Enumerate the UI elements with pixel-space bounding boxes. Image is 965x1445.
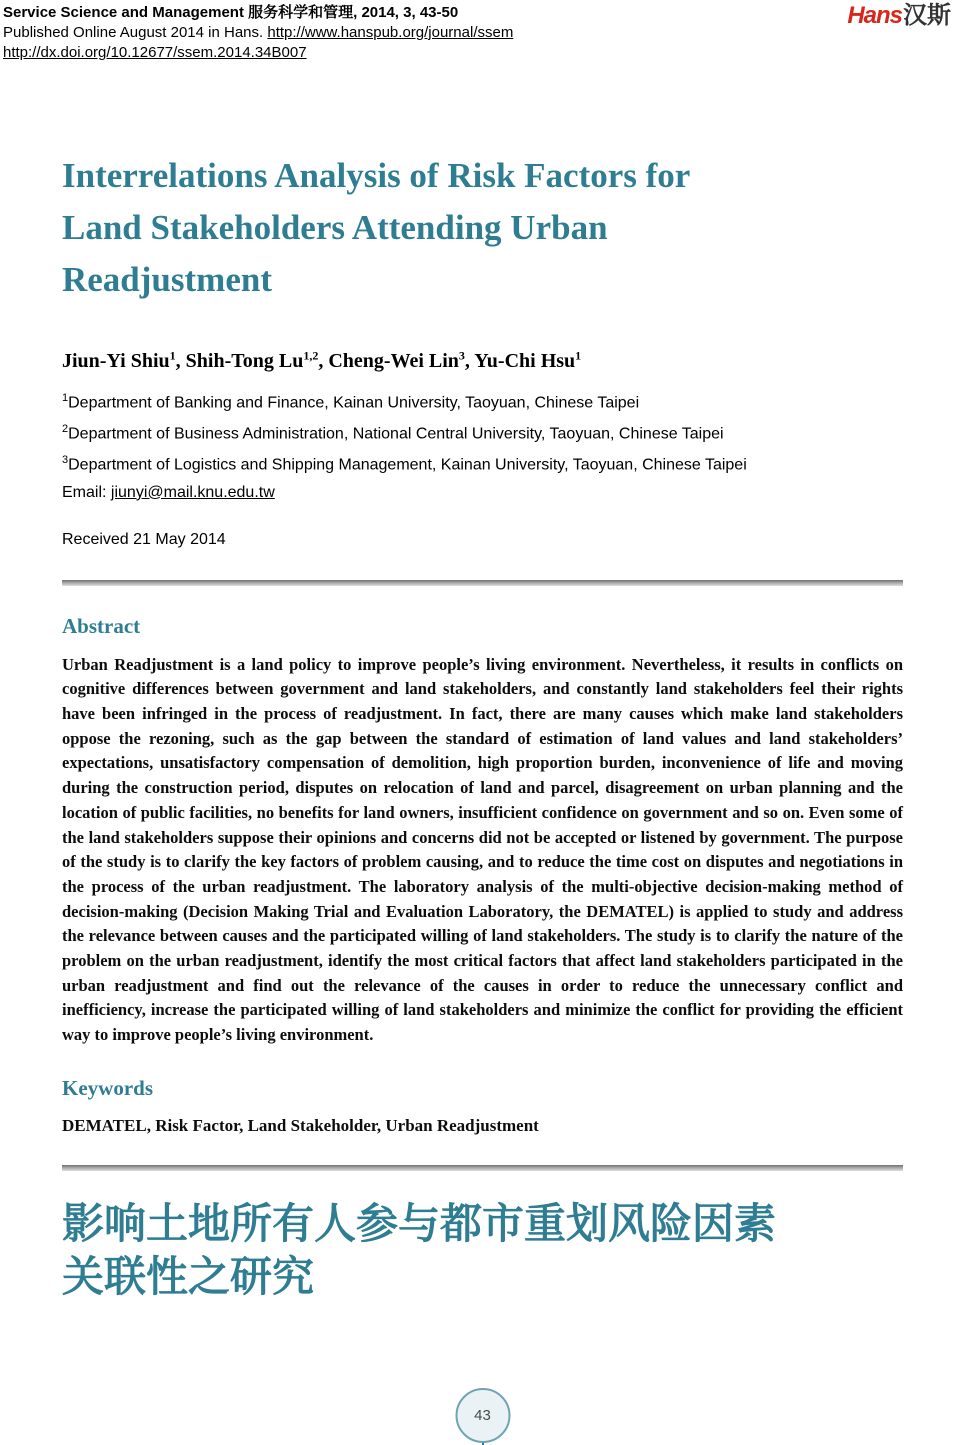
divider-rule-top — [62, 580, 903, 586]
author-4 — [474, 350, 581, 372]
author-3 — [328, 350, 474, 372]
hans-logo-latin: Hans — [847, 2, 902, 29]
author-sup: 1 — [169, 348, 176, 362]
chinese-title-line-1: 影响土地所有人参与都市重划风险因素 — [62, 1199, 777, 1247]
author-sep: , — [175, 349, 186, 372]
doi-link[interactable]: http://dx.doi.org/10.12677/ssem.2014.34B007 — [3, 44, 307, 61]
affiliation-text: Department of Business Administration, National Central University, Taoyuan, Chinese Taipei — [68, 425, 724, 443]
chinese-title-line-2: 关联性之研究 — [62, 1252, 315, 1300]
doi-line — [3, 43, 965, 63]
email-line — [62, 479, 903, 506]
affiliations — [62, 385, 903, 506]
authors-line — [62, 342, 903, 374]
article-title — [62, 150, 903, 306]
page-number-badge — [455, 1388, 510, 1443]
journal-header — [0, 0, 965, 63]
abstract-heading: Abstract — [62, 613, 141, 638]
email-link[interactable]: jiunyi@mail.knu.edu.tw — [110, 483, 275, 501]
affiliation-sup: 1 — [62, 391, 69, 404]
title-line-2: Land Stakeholders Attending Urban — [62, 208, 608, 247]
page-number: 43 — [474, 1407, 491, 1424]
author-sep: , — [464, 349, 475, 372]
author-name: Shih-Tong Lu — [185, 349, 304, 372]
affiliation-1 — [62, 385, 903, 416]
keywords-text: DEMATEL, Risk Factor, Land Stakeholder, Urban Readjustment — [62, 1115, 539, 1135]
author-sup: 1,2 — [303, 348, 319, 362]
affiliation-3 — [62, 447, 903, 478]
author-sup: 3 — [458, 348, 465, 362]
title-line-3: Readjustment — [62, 260, 272, 299]
author-name: Yu-Chi Hsu — [474, 349, 576, 372]
published-text: Published Online August 2014 in Hans. — [3, 24, 268, 41]
journal-url-link[interactable]: http://www.hanspub.org/journal/ssem — [267, 24, 514, 41]
affiliation-2 — [62, 416, 903, 447]
abstract-text: Urban Readjustment is a land policy to improve people’s living environment. Nevertheless, it results in conflicts on cognitive differences between government and land stakeholders, and constantly land stakeholders feel their rights have been infringed in the process of readjustment. In fact, there are many causes which make land stakeholders oppose the rezoning, such as the gap between the standard of estimation of land values and land stakeholders’ expectations, unsatisfactory compensation of demolition, high proportion burden, inconvenience of life and moving during the construction period, disputes on relocation of land and parcel, disagreement on urban planning and the location of public facilities, no benefits for land owners, insufficient confidence on government and so on. Even some of the land stakeholders suppose their opinions and concerns did not be accepted or listened by government. The purpose of the study is to clarify the key factors of problem causing, and to reduce the time cost on disputes and negotiations in the process of the urban readjustment. The laboratory analysis of the multi-objective decision-making method of decision-making (Decision Making Trial and Evaluation Laboratory, the DEMATEL) is applied to study and address the relevance between causes and the participated willing of land stakeholders. The study is to clarify the nature of the problem on the urban readjustment, identify the most critical factors that affect land stakeholders participated in the urban readjustment and find out the relevance of the causes in order to reduce the unnecessary conflict and inefficiency, increase the participated willing of land stakeholders and minimize the conflict for providing the efficient way to improve people’s living environment. — [62, 654, 903, 1045]
author-sup: 1 — [575, 348, 582, 362]
author-1 — [62, 350, 186, 372]
hans-logo-cn: 汉斯 — [903, 2, 951, 29]
divider-rule-bottom — [62, 1165, 903, 1171]
title-line-1: Interrelations Analysis of Risk Factors for — [62, 156, 691, 195]
journal-citation: Service Science and Management 服务科学和管理, 2014, 3, 43-50 — [3, 4, 459, 21]
affiliation-sup: 3 — [62, 454, 69, 467]
affiliation-text: Department of Logistics and Shipping Management, Kainan University, Taoyuan, Chinese Taipei — [68, 456, 747, 474]
received-date: Received 21 May 2014 — [62, 530, 226, 548]
author-name: Cheng-Wei Lin — [328, 349, 459, 372]
article-content — [62, 150, 903, 1303]
email-label: Email: — [62, 483, 111, 501]
author-name: Jiun-Yi Shiu — [62, 349, 170, 372]
affiliation-text: Department of Banking and Finance, Kainan University, Taoyuan, Chinese Taipei — [68, 393, 640, 411]
chinese-title — [62, 1197, 903, 1303]
published-line — [3, 23, 965, 43]
affiliation-sup: 2 — [62, 422, 69, 435]
hans-logo — [847, 3, 951, 29]
author-sep: , — [318, 349, 329, 372]
author-2 — [186, 350, 329, 372]
keywords-heading: Keywords — [62, 1075, 153, 1100]
